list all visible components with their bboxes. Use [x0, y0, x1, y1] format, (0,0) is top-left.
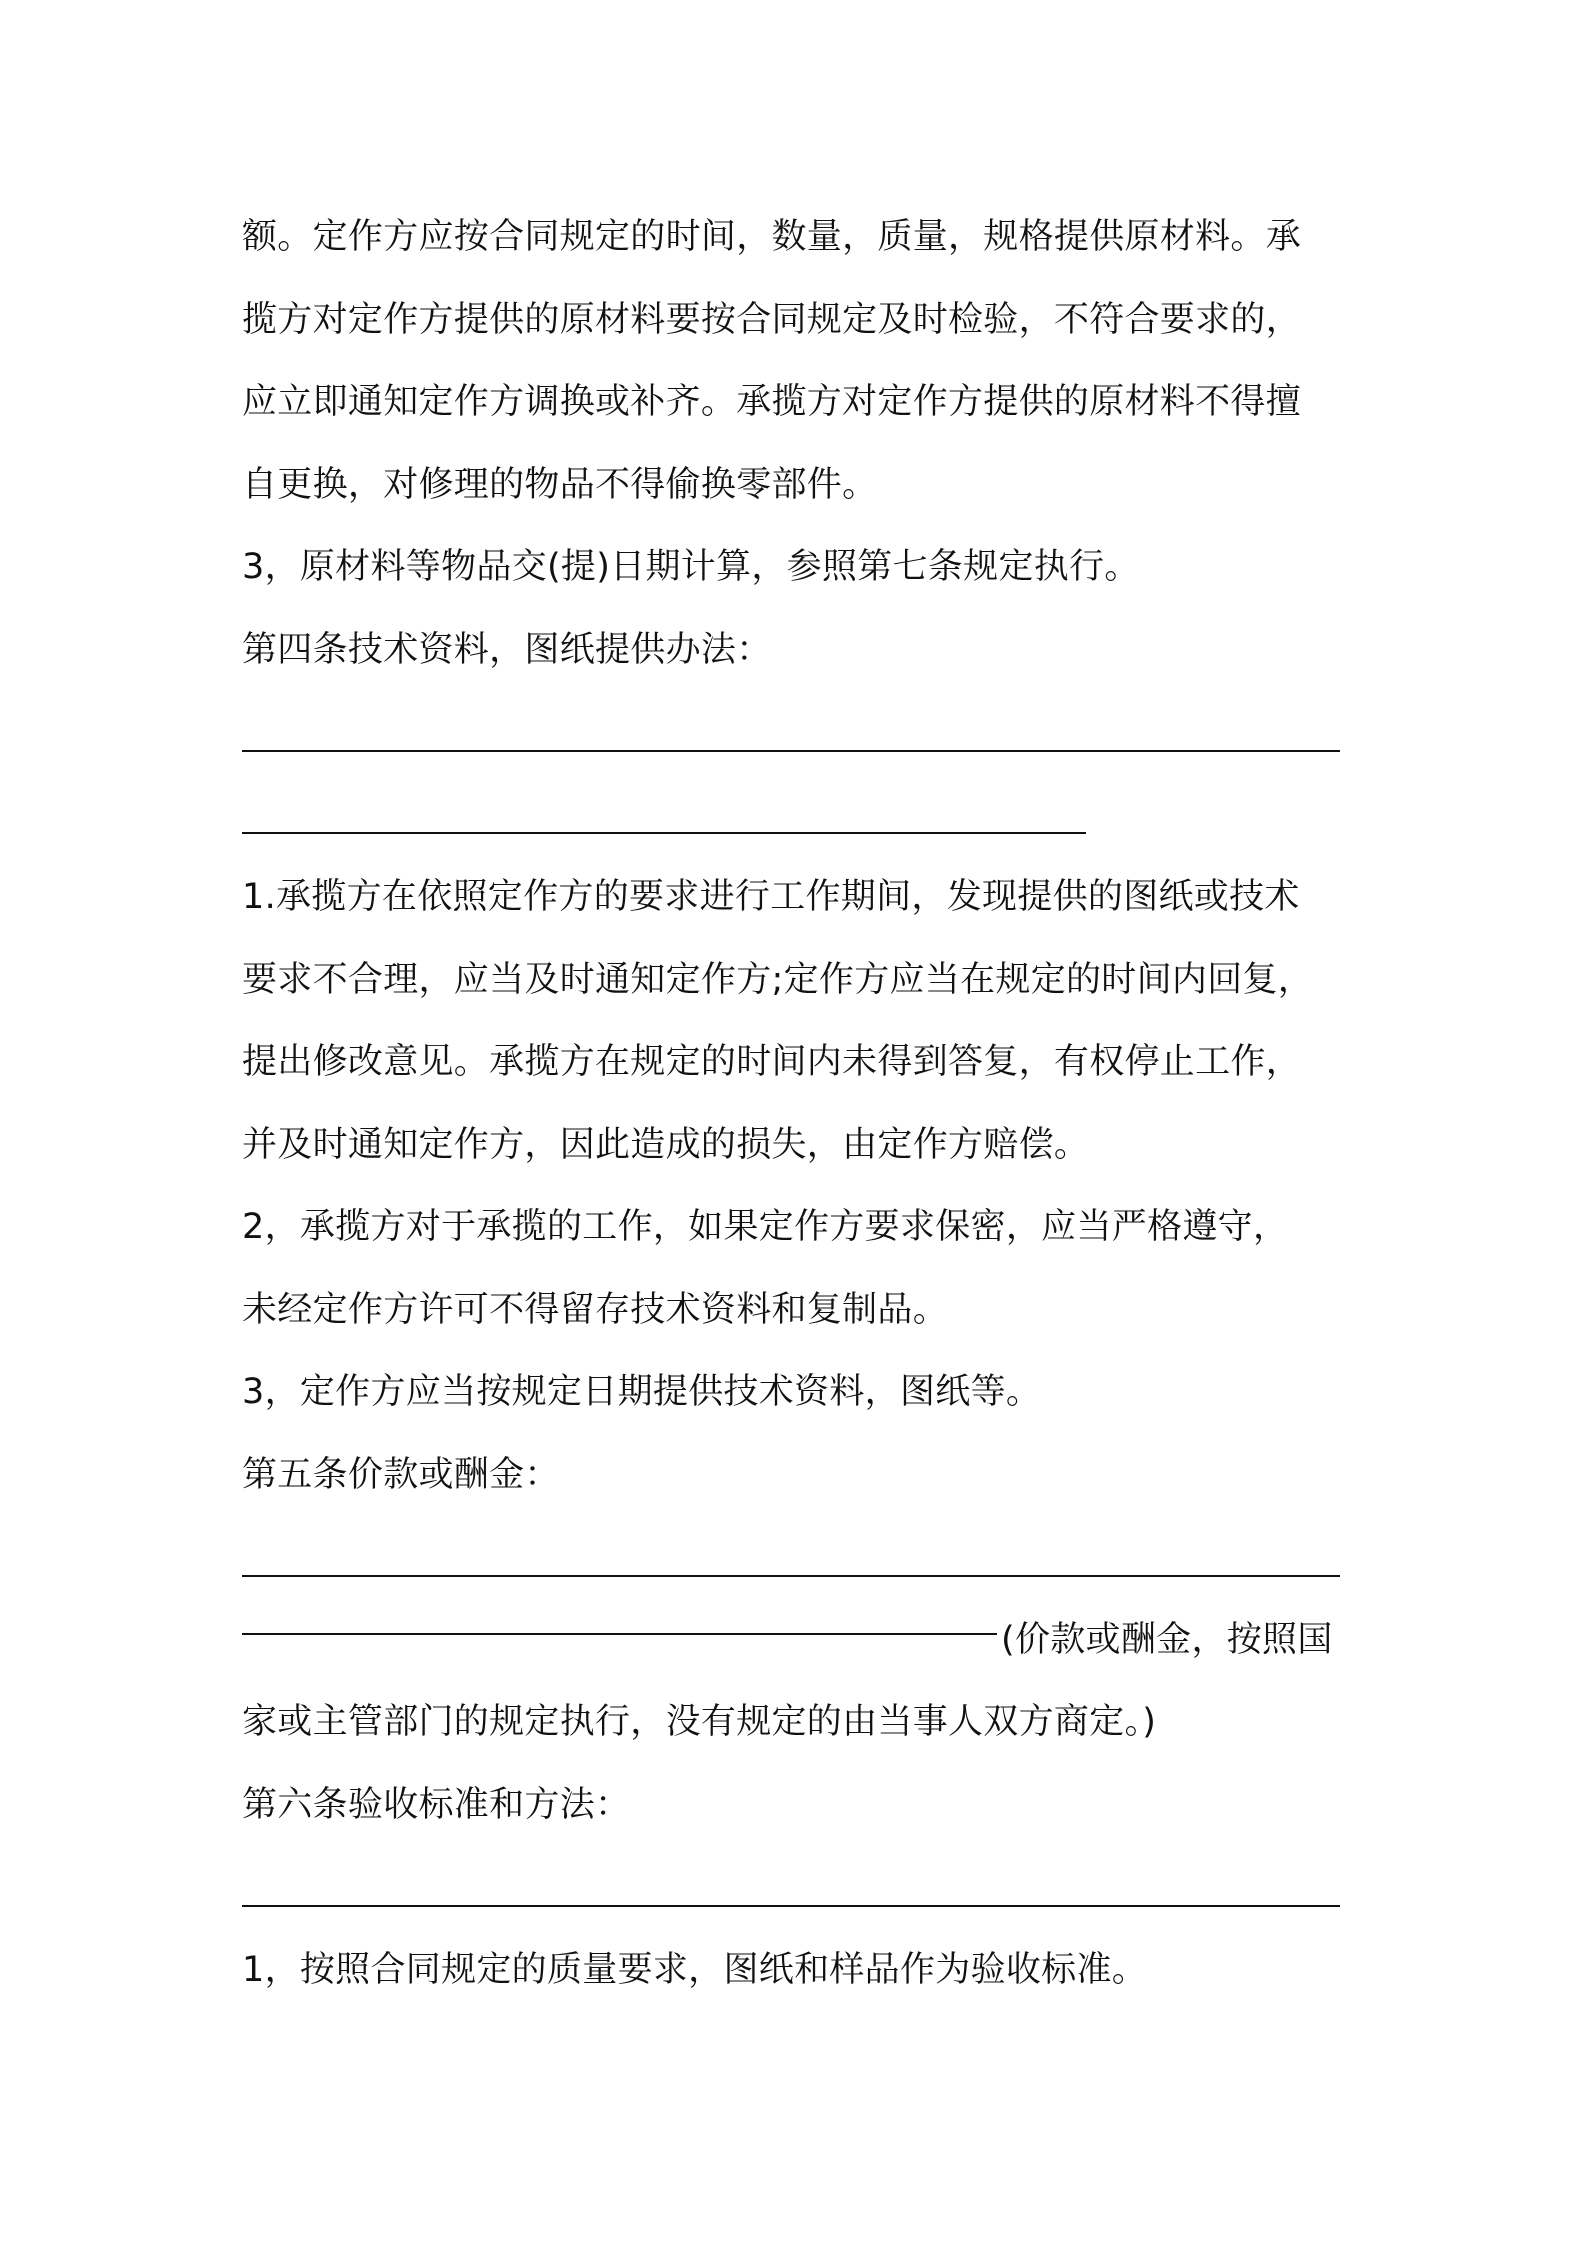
document-body [242, 196, 1352, 2011]
paragraph-line: 3，定作方应当按规定日期提供技术资料，图纸等。 [242, 1372, 1042, 1412]
paragraph-text: (价款或酬金，按照国 [1001, 1619, 1333, 1660]
fill-in-blank-line [242, 1846, 1352, 1929]
fill-in-blank-line [242, 691, 1352, 774]
paragraph-line: 自更换，对修理的物品不得偷换零部件。 [242, 464, 878, 505]
paragraph-line: 额。定作方应按合同规定的时间，数量，质量，规格提供原材料。承 [242, 217, 1302, 257]
fill-in-blank-line [242, 1516, 1352, 1599]
paragraph-line: 应立即通知定作方调换或补齐。承揽方对定作方提供的原材料不得擅 [242, 382, 1302, 422]
paragraph-line: 1.承揽方在依照定作方的要求进行工作期间，发现提供的图纸或技术 [242, 877, 1300, 917]
paragraph-line: 未经定作方许可不得留存技术资料和复制品。 [242, 1289, 949, 1330]
blank-underline [242, 1905, 1340, 1907]
paragraph-line-with-blank [242, 1599, 1352, 1682]
blank-underline [242, 832, 1086, 834]
blank-underline [242, 1575, 1340, 1577]
article-heading: 第四条技术资料，图纸提供办法： [242, 629, 772, 670]
paragraph-line: 并及时通知定作方，因此造成的损失，由定作方赔偿。 [242, 1124, 1090, 1165]
paragraph-line: 提出修改意见。承揽方在规定的时间内未得到答复，有权停止工作， [242, 1042, 1302, 1082]
paragraph-line: 2，承揽方对于承揽的工作，如果定作方要求保密，应当严格遵守， [242, 1207, 1289, 1247]
blank-underline [242, 750, 1340, 752]
paragraph-line: 3，原材料等物品交(提)日期计算，参照第七条规定执行。 [242, 547, 1140, 587]
article-heading: 第六条验收标准和方法： [242, 1784, 631, 1825]
paragraph-line: 家或主管部门的规定执行，没有规定的由当事人双方商定。) [242, 1702, 1157, 1742]
paragraph-line: 要求不合理，应当及时通知定作方;定作方应当在规定的时间内回复， [242, 959, 1314, 1000]
paragraph-line: 揽方对定作方提供的原材料要按合同规定及时检验，不符合要求的， [242, 299, 1302, 340]
blank-underline [242, 1633, 997, 1635]
fill-in-blank-line [242, 774, 1352, 857]
article-heading: 第五条价款或酬金： [242, 1454, 560, 1495]
paragraph-line: 1，按照合同规定的质量要求，图纸和样品作为验收标准。 [242, 1949, 1148, 1990]
